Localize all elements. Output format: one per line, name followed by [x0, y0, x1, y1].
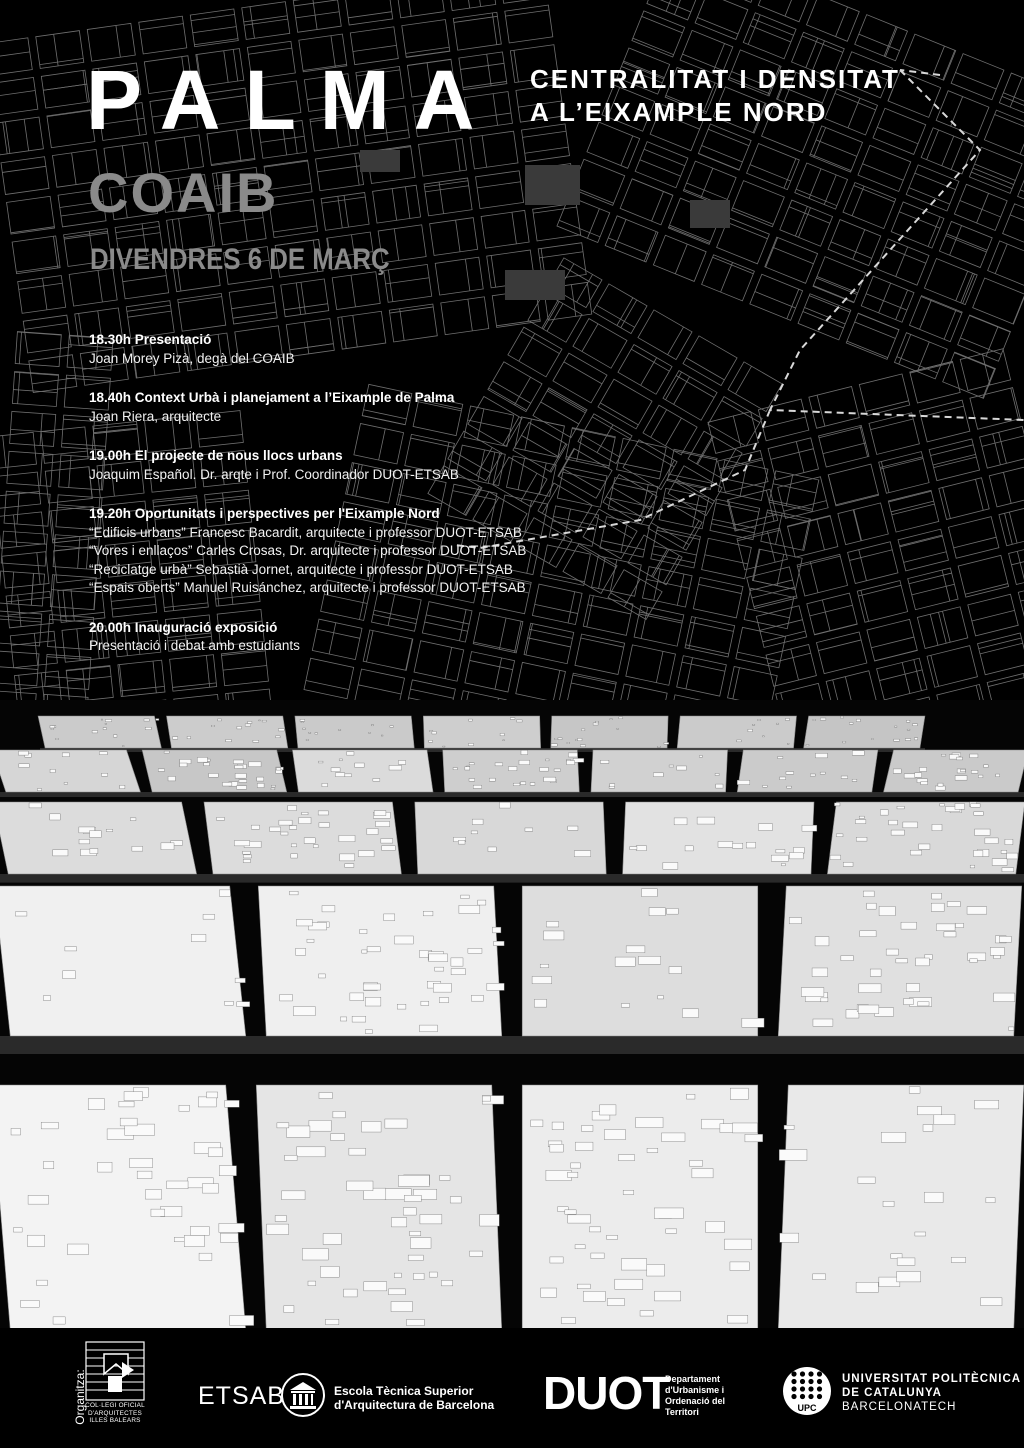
program-session — [89, 619, 649, 656]
session-speaker: Joan Riera, arquitecte — [89, 408, 222, 424]
etsab-name: ETSAB — [198, 1382, 285, 1410]
program-session — [89, 331, 649, 368]
coaib-text-line: COL·LEGI OFICIAL — [85, 1402, 145, 1409]
upc-dots-icon — [782, 1366, 832, 1416]
event-date: DIVENDRES 6 DE MARÇ — [90, 243, 390, 276]
subtitle-line-1: CENTRALITAT I DENSITAT — [530, 64, 900, 94]
poster-subtitle — [530, 63, 900, 129]
etsab-desc-line: d'Arquitectura de Barcelona — [334, 1398, 495, 1412]
session-heading: 19.00h El projecte de nous llocs urbans — [89, 448, 343, 463]
session-speaker: Joaquim Español. Dr. arqte i Prof. Coordinador DUOT-ETSAB — [89, 466, 459, 482]
organitza-label: Organitza: — [73, 1369, 87, 1425]
program-session — [89, 389, 649, 426]
etsab-desc-line: Escola Tècnica Superior — [334, 1384, 474, 1398]
duot-description — [665, 1374, 725, 1418]
coaib-logo — [84, 1340, 146, 1440]
coaib-text-line: D'ARQUITECTES — [88, 1409, 142, 1417]
upc-name-line: DE CATALUNYA — [842, 1387, 942, 1399]
etsab-description — [334, 1384, 494, 1412]
duot-desc-line: Ordenació del — [665, 1396, 726, 1406]
upc-name-line: UNIVERSITAT POLITÈCNICA — [842, 1373, 1022, 1385]
duot-desc-line: Departament — [665, 1374, 721, 1384]
session-speaker: “Reciclatge urbà” Sebastià Jornet, arquitecte i professor DUOT-ETSAB — [89, 561, 513, 577]
session-speaker: “Espais oberts” Manuel Ruisánchez, arquitecte i professor DUOT-ETSAB — [89, 580, 526, 595]
program-session — [89, 447, 649, 484]
subtitle-line-2: A L’EIXAMPLE NORD — [530, 97, 828, 127]
program-session — [89, 505, 649, 598]
architectural-models-photo — [0, 700, 1024, 1330]
coaib-logo-text — [84, 1402, 146, 1425]
etsab-building-icon — [280, 1372, 326, 1418]
organizer-name: COAIB — [88, 161, 279, 224]
upc-name-line: BARCELONATECH — [842, 1401, 957, 1413]
coaib-text-line: ILLES BALEARS — [89, 1417, 141, 1425]
session-speaker: Joan Morey Pizà, degà del COAIB — [89, 350, 295, 366]
duot-name: DUOT — [543, 1367, 670, 1419]
upc-abbr: UPC — [797, 1403, 817, 1413]
session-speaker: “Edificis urbans” Francesc Bacardit, arquitecte i professor DUOT-ETSAB — [89, 524, 522, 540]
session-heading: 18.40h Context Urbà i planejament a l’Eixample de Palma — [89, 390, 455, 405]
session-heading: 19.20h Oportunitats i perspectives per l'Eixample Nord — [89, 506, 440, 521]
session-speaker: Presentació i debat amb estudiants — [89, 638, 300, 653]
session-heading: 18.30h Presentació — [89, 332, 212, 347]
duot-desc-line: d'Urbanisme i — [665, 1385, 725, 1395]
session-heading: 20.00h Inauguració exposició — [89, 619, 278, 635]
program-schedule — [89, 331, 649, 677]
session-speaker: “Vores i enllaços” Carles Crosas, Dr. arquitecte i professor DUOT-ETSAB — [89, 543, 527, 558]
upc-name — [842, 1372, 1021, 1414]
coaib-emblem-icon — [84, 1340, 146, 1402]
poster-title: PALMA — [86, 53, 499, 147]
duot-desc-line: Territori — [665, 1407, 699, 1417]
